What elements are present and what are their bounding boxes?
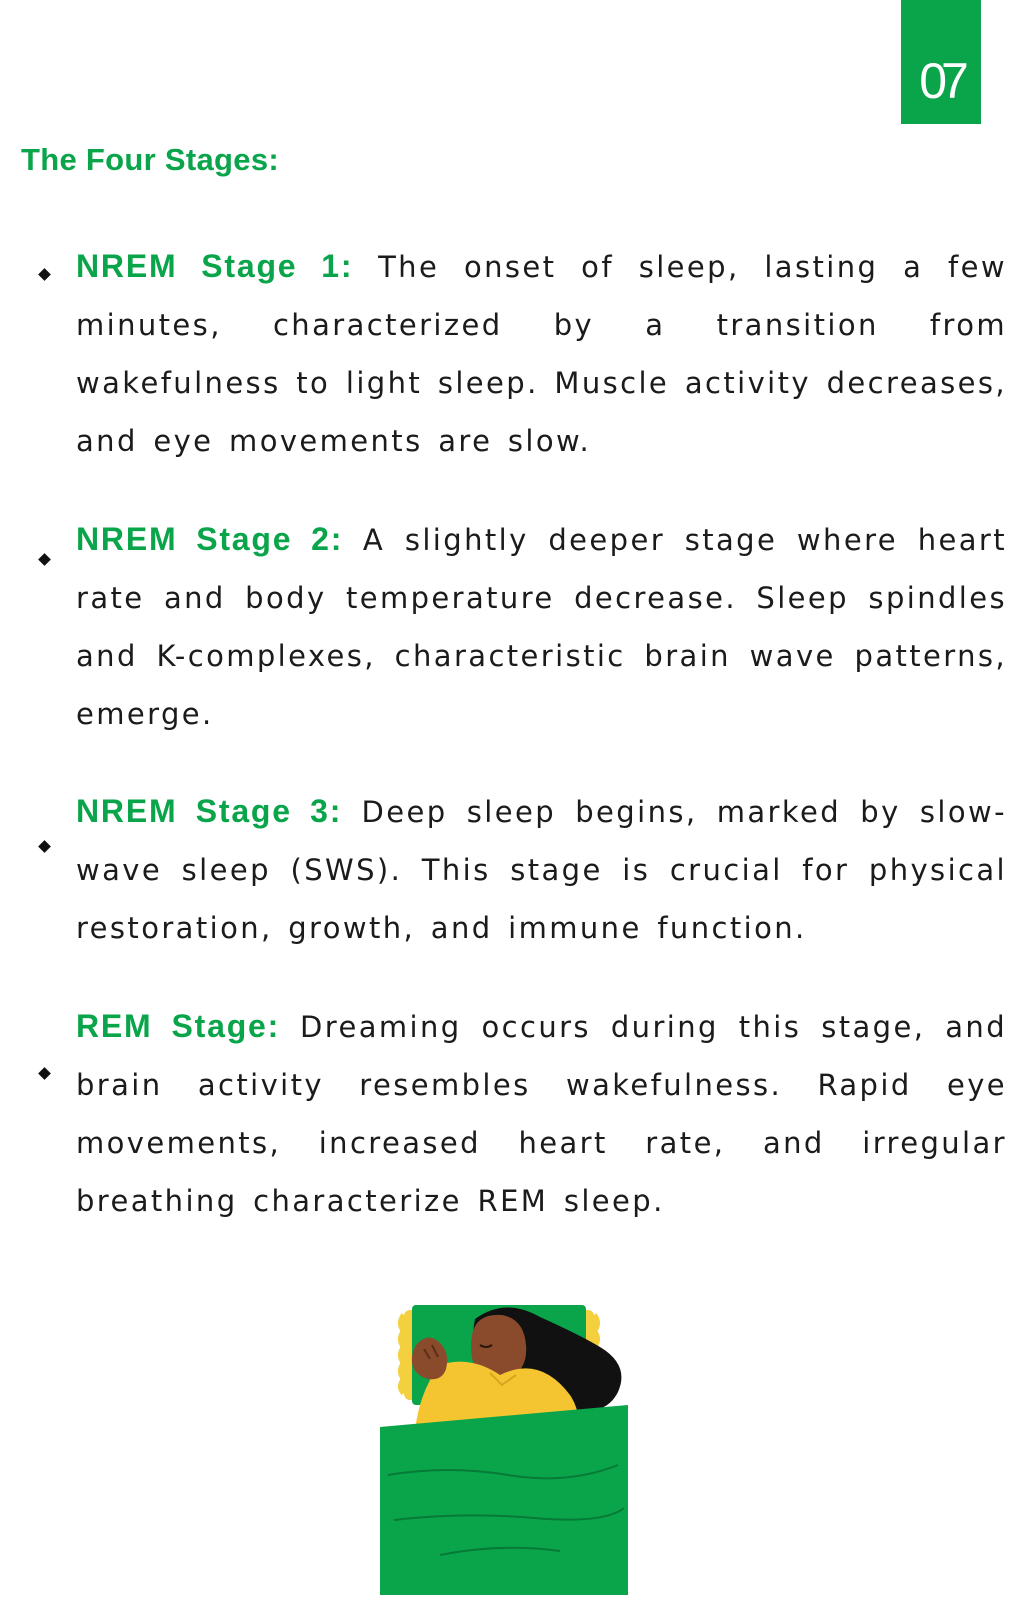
- stage-text: [76, 510, 1007, 743]
- stage-label: NREM Stage 3:: [76, 793, 343, 829]
- stage-label: NREM Stage 1:: [76, 248, 354, 284]
- stage-label: REM Stage:: [76, 1008, 281, 1044]
- stage-description: Deep sleep begins, marked by slow-wave sleep (SWS). This stage is crucial for physical restoration, growth, and immune function.: [76, 795, 1008, 945]
- stage-description: Dreaming occurs during this stage, and brain activity resembles wakefulness. Rapid eye movements, increased heart rate, and irregular breathing characterize REM sleep.: [76, 1010, 1007, 1218]
- bullet-icon: [38, 1067, 51, 1080]
- stage-label: NREM Stage 2:: [76, 521, 344, 557]
- stage-description: A slightly deeper stage where heart rate and body temperature decrease. Sleep spindles and K-complexes, characteristic brain wave patterns, emerge.: [76, 523, 1007, 731]
- bullet-icon: [38, 840, 51, 853]
- section-title: The Four Stages:: [21, 142, 279, 177]
- stage-description: The onset of sleep, lasting a few minutes, characterized by a transition from wakefulness to light sleep. Muscle activity decreases, and eye movements are slow.: [76, 250, 1007, 458]
- page-number-badge: [901, 0, 981, 124]
- stage-text: [76, 997, 1007, 1230]
- blanket-icon: [380, 1405, 628, 1595]
- bullet-icon: [38, 553, 51, 566]
- stage-text: [76, 237, 1007, 470]
- bullet-icon: [38, 268, 51, 281]
- page-number: 07: [919, 53, 963, 109]
- sleeping-woman-illustration: [380, 1305, 645, 1595]
- stage-text: [76, 782, 1007, 957]
